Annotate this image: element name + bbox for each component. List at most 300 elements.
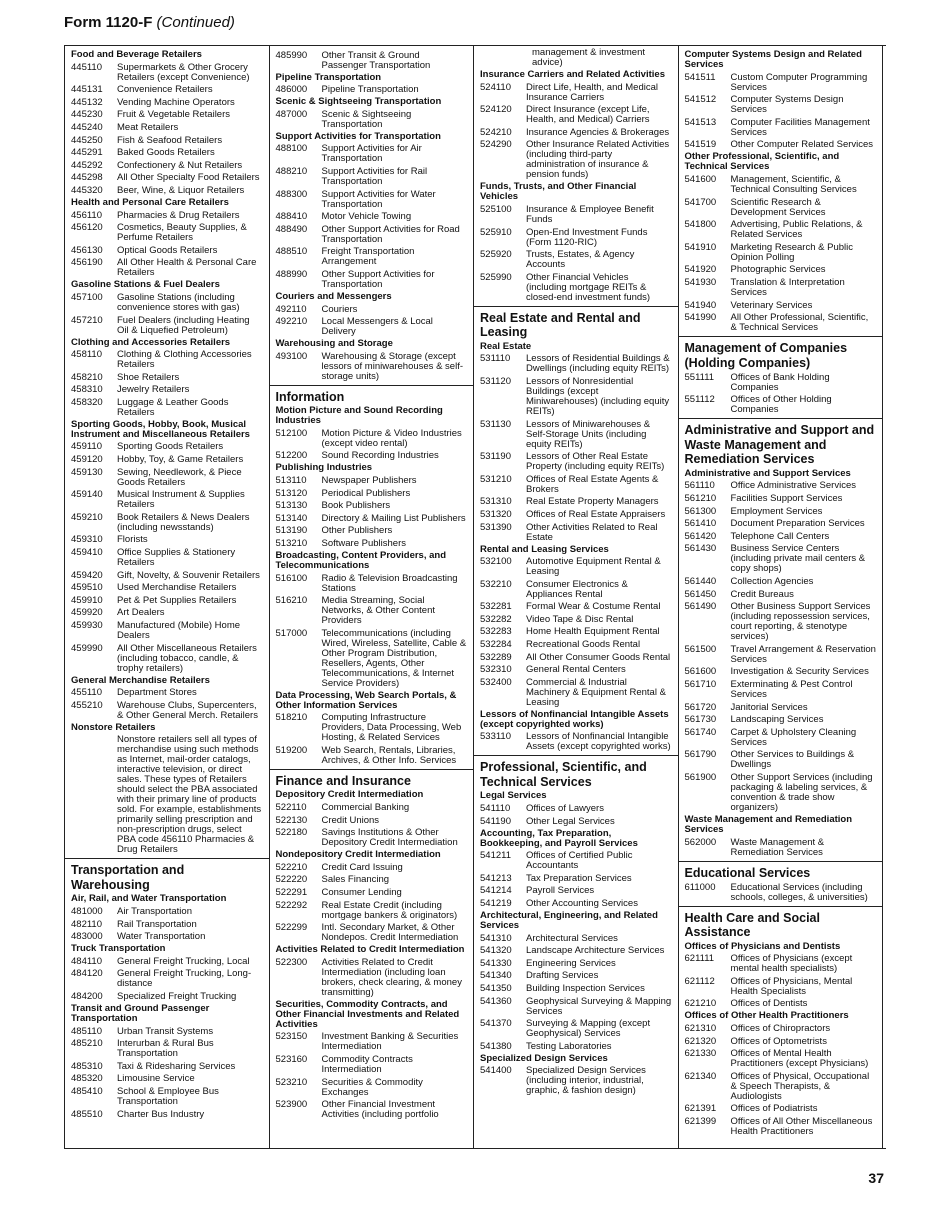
code-row	[71, 1110, 263, 1120]
code-row	[71, 123, 263, 133]
code-description: Cosmetics, Beauty Supplies, & Perfume Retailers	[117, 222, 247, 244]
naics-code: 513190	[275, 525, 308, 537]
code-row	[685, 1049, 877, 1069]
naics-code: 458320	[71, 396, 103, 408]
naics-code: 485110	[71, 1025, 102, 1037]
code-row	[685, 703, 877, 713]
code-description: Activities Related to Credit Intermediation (including loan brokers, check clearing, & money transmitting)	[321, 956, 462, 998]
code-row	[276, 51, 468, 71]
subsection-heading: Other Professional, Scientific, and Technical Services	[684, 151, 840, 173]
code-description: Drafting Services	[526, 970, 599, 982]
code-row	[71, 1027, 263, 1037]
naics-code: 493100	[275, 350, 308, 362]
code-row	[480, 732, 672, 752]
code-row	[685, 1024, 877, 1034]
code-row	[71, 211, 263, 221]
code-description: All Other Miscellaneous Retailers (including tobacco, candle, & trophy retailers)	[117, 642, 257, 674]
naics-code: 532281	[480, 601, 512, 613]
code-row	[685, 977, 877, 997]
code-row	[276, 875, 468, 885]
code-row	[685, 680, 877, 700]
naics-code: 523210	[275, 1076, 308, 1088]
code-row	[276, 863, 468, 873]
naics-code: 551111	[684, 371, 715, 383]
code-description: Payroll Services	[526, 885, 595, 897]
naics-code: 459130	[71, 466, 103, 478]
naics-code: 445320	[71, 184, 103, 196]
naics-code: 492210	[275, 316, 308, 328]
code-row	[276, 305, 468, 315]
code-row	[685, 278, 877, 298]
code-row	[71, 186, 263, 196]
code-description: Video Tape & Disc Rental	[526, 613, 634, 625]
naics-code: 459210	[71, 511, 103, 523]
naics-code: 541511	[684, 71, 716, 83]
code-row	[276, 352, 468, 382]
code-description: Department Stores	[117, 687, 197, 699]
code-description: Lessors of Residential Buildings & Dwellings (including equity REITs)	[526, 353, 670, 375]
naics-code: 621399	[684, 1115, 717, 1127]
code-description: Specialized Freight Trucking	[117, 990, 237, 1002]
subsection-heading: Accounting, Tax Preparation, Bookkeeping, and Payroll Services	[480, 827, 638, 849]
naics-code: 541400	[480, 1065, 512, 1077]
code-row	[71, 992, 263, 1002]
code-row	[71, 136, 263, 146]
code-description: Business Service Centers (including private mail centers & copy shops)	[730, 543, 866, 575]
code-description: Offices of Chiropractors	[730, 1022, 831, 1034]
code-row	[685, 395, 877, 415]
code-description: Consumer Lending	[321, 887, 402, 898]
code-row	[685, 1117, 877, 1137]
naics-code: 458310	[71, 384, 103, 396]
section-title: Real Estate and Rental and Leasing	[480, 310, 641, 340]
naics-code: 541910	[684, 241, 717, 253]
naics-code: 531310	[480, 496, 512, 508]
code-description: Credit Card Issuing	[321, 861, 403, 873]
subsection-heading: Architectural, Engineering, and Related Services	[480, 910, 658, 931]
code-description: Clothing & Clothing Accessories Retailers	[117, 349, 252, 371]
code-row	[276, 1032, 468, 1052]
code-description: Support Activities for Air Transportation	[321, 143, 422, 165]
subsection-heading: Couriers and Messengers	[275, 290, 392, 302]
code-description: Manufactured (Mobile) Home Dealers	[117, 620, 241, 641]
naics-code: 459420	[71, 569, 103, 581]
code-row	[71, 932, 263, 942]
naics-code: 513130	[275, 500, 308, 512]
code-description: Offices of All Other Miscellaneous Health Practitioners	[730, 1115, 873, 1137]
subsection-heading: Clothing and Accessories Retailers	[71, 336, 231, 348]
code-row	[71, 907, 263, 917]
naics-code: 541930	[684, 276, 717, 288]
naics-code: 531130	[480, 418, 511, 430]
naics-code: 541360	[480, 995, 512, 1007]
code-row	[685, 532, 877, 542]
code-row	[480, 804, 672, 814]
naics-code: 445240	[71, 121, 103, 133]
subsection-heading: Offices of Other Health Practitioners	[684, 1010, 849, 1022]
code-row	[685, 667, 877, 677]
code-description: Baked Goods Retailers	[117, 147, 215, 159]
code-row	[685, 118, 877, 138]
code-row	[71, 373, 263, 383]
code-description: Couriers	[321, 303, 358, 315]
code-description: Pet & Pet Supplies Retailers	[117, 594, 237, 606]
code-description: Freight Transportation Arrangement	[321, 246, 415, 268]
code-description: Lessors of Nonresidential Buildings (except Miniwarehouses) (including equity REITs)	[526, 375, 670, 417]
naics-code: 561490	[684, 601, 717, 613]
code-row	[685, 220, 877, 240]
code-row	[276, 247, 468, 267]
code-row	[685, 999, 877, 1009]
naics-code: 522210	[275, 861, 308, 873]
naics-code: 522292	[275, 899, 308, 911]
code-description: Geophysical Surveying & Mapping Services	[526, 995, 672, 1017]
section-title: Transportation and Warehousing	[71, 863, 185, 892]
naics-code: 522180	[275, 827, 308, 839]
code-description: Educational Services (including schools, colleges, & universities)	[730, 881, 868, 903]
naics-code: 621330	[684, 1048, 717, 1060]
code-row	[685, 954, 877, 974]
code-description: Savings Institutions & Other Depository Credit Intermediation	[321, 827, 458, 849]
code-row	[276, 713, 468, 743]
subsection-heading: Health and Personal Care Retailers	[71, 196, 229, 208]
code-row	[276, 539, 468, 549]
code-row	[685, 243, 877, 263]
code-description: Open-End Investment Funds (Form 1120-RIC)	[526, 226, 648, 248]
code-description: Florists	[117, 534, 148, 546]
code-description: Water Transportation	[117, 931, 206, 943]
code-row	[480, 497, 672, 507]
code-description: General Rental Centers	[526, 664, 626, 676]
code-row	[685, 481, 877, 491]
code-description: Fuel Dealers (including Heating Oil & Liquefied Petroleum)	[117, 314, 250, 336]
naics-code: 561110	[684, 480, 715, 492]
subsection-heading: Air, Rail, and Water Transportation	[71, 893, 227, 905]
code-row	[71, 969, 263, 989]
code-section	[679, 861, 883, 906]
naics-code: 445132	[71, 96, 103, 108]
naics-code: 459310	[71, 534, 103, 546]
naics-code: 445291	[71, 147, 103, 159]
naics-code: 516210	[275, 595, 308, 607]
column-1	[64, 46, 270, 1148]
code-description: Sporting Goods Retailers	[117, 441, 224, 453]
code-description: All Other Specialty Food Retailers	[117, 172, 260, 184]
code-description: Limousine Service	[117, 1073, 195, 1085]
code-row	[480, 984, 672, 994]
code-row	[71, 1074, 263, 1084]
code-description: Tax Preparation Services	[526, 872, 632, 884]
naics-code: 485210	[71, 1038, 103, 1050]
code-description: Directory & Mailing List Publishers	[321, 512, 466, 524]
code-description: Other Insurance Related Activities (including third-party administration of insurance & pension funds)	[526, 139, 670, 181]
naics-code: 445250	[71, 134, 103, 146]
code-row	[480, 420, 672, 450]
naics-code: 621320	[684, 1035, 717, 1047]
subsection-heading: Sporting Goods, Hobby, Book, Musical Instrument and Miscellaneous Retailers	[71, 418, 250, 440]
naics-code: 541513	[684, 116, 717, 128]
naics-code: 532400	[480, 676, 512, 688]
code-description: Offices of Mental Health Practitioners (except Physicians)	[730, 1048, 869, 1070]
code-description: Commercial Banking	[321, 802, 410, 814]
naics-code: 518210	[275, 712, 308, 724]
naics-code: 488100	[275, 143, 308, 155]
naics-code: 485410	[71, 1085, 103, 1097]
naics-code: 525100	[480, 203, 512, 215]
subsection-heading: Activities Related to Credit Intermediation	[275, 944, 465, 956]
code-row	[276, 803, 468, 813]
naics-code: 512100	[275, 427, 308, 439]
code-description: Sewing, Needlework, & Piece Goods Retailers	[117, 466, 242, 488]
code-description: Engineering Services	[526, 957, 616, 969]
code-description: Jewelry Retailers	[117, 384, 190, 396]
naics-code: 524290	[480, 139, 512, 151]
code-section	[270, 385, 474, 769]
code-row	[276, 514, 468, 524]
code-row	[71, 398, 263, 418]
naics-code: 456110	[71, 209, 102, 221]
code-section	[679, 46, 883, 336]
code-row	[276, 167, 468, 187]
code-section	[679, 906, 883, 1140]
code-row	[71, 621, 263, 641]
code-description: Employment Services	[730, 505, 823, 517]
code-description: Telephone Call Centers	[730, 530, 830, 542]
code-row	[71, 583, 263, 593]
code-description: Computing Infrastructure Providers, Data Processing, Web Hosting, & Related Services	[321, 712, 462, 744]
code-description: Office Administrative Services	[730, 480, 856, 492]
section-title: Finance and Insurance	[275, 773, 411, 788]
code-description: Offices of Lawyers	[526, 803, 604, 815]
code-description: Offices of Physicians, Mental Health Specialists	[730, 975, 853, 997]
code-description: Offices of Podiatrists	[730, 1103, 818, 1115]
code-description: Computer Systems Design Services	[730, 94, 844, 116]
code-description: Web Search, Rentals, Libraries, Archives, & Other Info. Services	[321, 744, 457, 766]
code-description: Optical Goods Retailers	[117, 244, 218, 256]
subsection-heading: Transit and Ground Passenger Transportation	[71, 1002, 210, 1024]
code-description: Home Health Equipment Rental	[526, 626, 660, 638]
code-description: Credit Bureaus	[730, 588, 794, 600]
code-row	[480, 817, 672, 827]
code-description: Real Estate Property Managers	[526, 496, 659, 508]
code-description: Book Publishers	[321, 500, 391, 512]
code-row	[480, 128, 672, 138]
code-row	[480, 205, 672, 225]
code-description: Other Services to Buildings & Dwellings	[730, 749, 855, 771]
code-description: General Freight Trucking, Local	[117, 955, 250, 967]
subsection-heading: Gasoline Stations & Fuel Dealers	[71, 279, 220, 291]
naics-code: 561720	[684, 701, 717, 713]
naics-code: 532210	[480, 578, 512, 590]
code-description: Support Activities for Rail Transportation	[321, 165, 428, 187]
naics-code: 456120	[71, 222, 103, 234]
naics-code: 459110	[71, 441, 102, 453]
code-row	[71, 110, 263, 120]
naics-code: 459910	[71, 594, 103, 606]
code-description: Lessors of Other Real Estate Property (including equity REITs)	[526, 451, 665, 473]
code-row	[685, 175, 877, 195]
naics-code: 541600	[684, 173, 717, 185]
code-row	[685, 519, 877, 529]
naics-code: 488490	[275, 223, 308, 235]
code-description: Insurance Agencies & Brokerages	[526, 126, 670, 138]
code-row	[480, 934, 672, 944]
code-row	[71, 957, 263, 967]
code-row	[480, 580, 672, 600]
subsection-heading: Legal Services	[480, 790, 547, 802]
code-row	[71, 596, 263, 606]
code-description: School & Employee Bus Transportation	[117, 1085, 219, 1107]
code-row	[276, 629, 468, 689]
naics-code: 524210	[480, 126, 512, 138]
code-description: Gift, Novelty, & Souvenir Retailers	[117, 569, 260, 581]
naics-code: 524120	[480, 104, 512, 116]
naics-code: 621112	[684, 975, 715, 987]
code-row	[685, 494, 877, 504]
naics-code: 561450	[684, 588, 717, 600]
code-description: Other Accounting Services	[526, 898, 638, 909]
naics-code: 445298	[71, 172, 103, 184]
naics-code: 533110	[480, 731, 511, 743]
code-description: Other Computer Related Services	[730, 139, 874, 151]
code-section	[65, 46, 269, 858]
code-row	[276, 526, 468, 536]
code-row	[480, 971, 672, 981]
naics-code: 458210	[71, 371, 103, 383]
code-description: Offices of Optometrists	[730, 1035, 827, 1047]
naics-code: 488410	[275, 211, 308, 223]
code-row	[480, 1066, 672, 1096]
subsection-heading: Depository Credit Intermediation	[275, 789, 424, 801]
code-description: Offices of Dentists	[730, 998, 808, 1010]
code-row	[276, 501, 468, 511]
naics-code: 522220	[275, 874, 308, 886]
code-description: Motor Vehicle Towing	[321, 211, 412, 223]
naics-code: 485320	[71, 1073, 103, 1085]
code-description: Collection Agencies	[730, 575, 814, 587]
code-description: Periodical Publishers	[321, 487, 411, 499]
code-description: Other Support Activities for Road Transportation	[321, 223, 460, 245]
code-row	[480, 523, 672, 543]
naics-code: 445131	[71, 84, 103, 96]
code-row	[276, 144, 468, 164]
code-description: Taxi & Ridesharing Services	[117, 1060, 236, 1072]
code-description: Gasoline Stations (including convenience stores with gas)	[117, 291, 240, 313]
code-description: Real Estate Credit (including mortgage bankers & originators)	[321, 899, 458, 921]
code-description: Air Transportation	[117, 905, 192, 917]
code-description: Photographic Services	[730, 264, 826, 276]
code-row	[480, 678, 672, 708]
code-section	[474, 46, 678, 306]
naics-code: 561900	[684, 771, 717, 783]
code-description: Custom Computer Programming Services	[730, 71, 868, 93]
code-description: All Other Professional, Scientific, & Technical Services	[730, 312, 869, 334]
code-section	[270, 46, 474, 385]
code-description: Direct Life, Health, and Medical Insurance Carriers	[526, 81, 659, 103]
naics-code: 458110	[71, 349, 102, 361]
code-description: Lessors of Nonfinancial Intangible Assets (except copyrighted works)	[526, 731, 671, 753]
naics-code: 532284	[480, 639, 512, 651]
code-row	[71, 701, 263, 721]
naics-code: 531190	[480, 451, 511, 463]
code-section	[270, 769, 474, 1123]
code-row	[685, 715, 877, 725]
code-row	[685, 95, 877, 115]
subsection-heading: Nondepository Credit Intermediation	[275, 849, 441, 861]
code-description: Investigation & Security Services	[730, 666, 869, 678]
naics-code: 481000	[71, 905, 103, 917]
naics-code: 524110	[480, 81, 511, 93]
section-title: Management of Companies (Holding Companies)	[684, 341, 848, 370]
code-row	[71, 608, 263, 618]
code-description: Pipeline Transportation	[321, 84, 419, 96]
naics-code: 459990	[71, 642, 103, 654]
naics-code: 455110	[71, 687, 102, 699]
code-row	[685, 265, 877, 275]
code-row	[480, 273, 672, 303]
nonstore-note: Nonstore retailers sell all types of merchandise using such methods as Internet, mail-order catalogs, interactive television, or direct sales. These types of Retailers should select the PBA associated with their primary line of products sold. For example, establishments primarily selling prescription and non-prescription drugs, select PBA code 456110 Pharmacies & Drug Retailers	[117, 734, 262, 856]
code-row	[276, 888, 468, 898]
code-description: Waste Management & Remediation Services	[730, 836, 825, 858]
naics-code: 541211	[480, 850, 511, 862]
naics-code: 456130	[71, 244, 103, 256]
naics-code: 513120	[275, 487, 308, 499]
code-description: Building Inspection Services	[526, 982, 645, 994]
code-description: Motion Picture & Video Industries (except video rental)	[321, 427, 462, 449]
code-description: Warehouse Clubs, Supercenters, & Other General Merch. Retailers	[117, 699, 258, 721]
code-section	[474, 755, 678, 1099]
code-description: Surveying & Mapping (except Geophysical) Services	[526, 1018, 651, 1040]
code-description: Other Financial Vehicles (including mortgage REITs & closed-end investment funds)	[526, 271, 651, 303]
naics-code: 482110	[71, 918, 102, 930]
naics-code: 532310	[480, 664, 512, 676]
code-row	[480, 899, 672, 909]
code-row	[71, 98, 263, 108]
code-row	[480, 602, 672, 612]
code-row	[71, 468, 263, 488]
code-description: Media Streaming, Social Networks, & Other Content Providers	[321, 595, 436, 627]
code-row	[276, 1078, 468, 1098]
naics-code: 456190	[71, 257, 103, 269]
naics-code: 522291	[275, 887, 308, 898]
code-description: Charter Bus Industry	[117, 1108, 205, 1120]
naics-code-table	[64, 45, 886, 1149]
code-description: All Other Health & Personal Care Retailers	[117, 257, 257, 279]
naics-code: 525920	[480, 249, 512, 261]
code-description: Facilities Support Services	[730, 493, 843, 504]
naics-code: 492110	[275, 303, 307, 315]
code-description: Other Publishers	[321, 525, 393, 537]
naics-code: 531390	[480, 521, 512, 533]
code-description: Translation & Interpretation Services	[730, 276, 845, 298]
naics-code: 541330	[480, 957, 512, 969]
code-row	[276, 596, 468, 626]
subsection-heading: Pipeline Transportation	[275, 71, 382, 83]
code-row	[480, 140, 672, 180]
code-description: Vending Machine Operators	[117, 96, 235, 108]
code-row	[71, 920, 263, 930]
naics-code: 532289	[480, 651, 512, 663]
subsection-heading: Securities, Commodity Contracts, and Other Financial Investments and Related Activities	[275, 998, 460, 1030]
naics-code: 457210	[71, 314, 103, 326]
code-row	[71, 1062, 263, 1072]
section-title: Professional, Scientific, and Technical Services	[480, 760, 647, 789]
naics-code: 512200	[275, 450, 308, 462]
code-row	[276, 923, 468, 943]
naics-code: 561410	[684, 518, 717, 530]
code-description: Commodity Contracts Intermediation	[321, 1053, 413, 1075]
code-row	[276, 429, 468, 449]
